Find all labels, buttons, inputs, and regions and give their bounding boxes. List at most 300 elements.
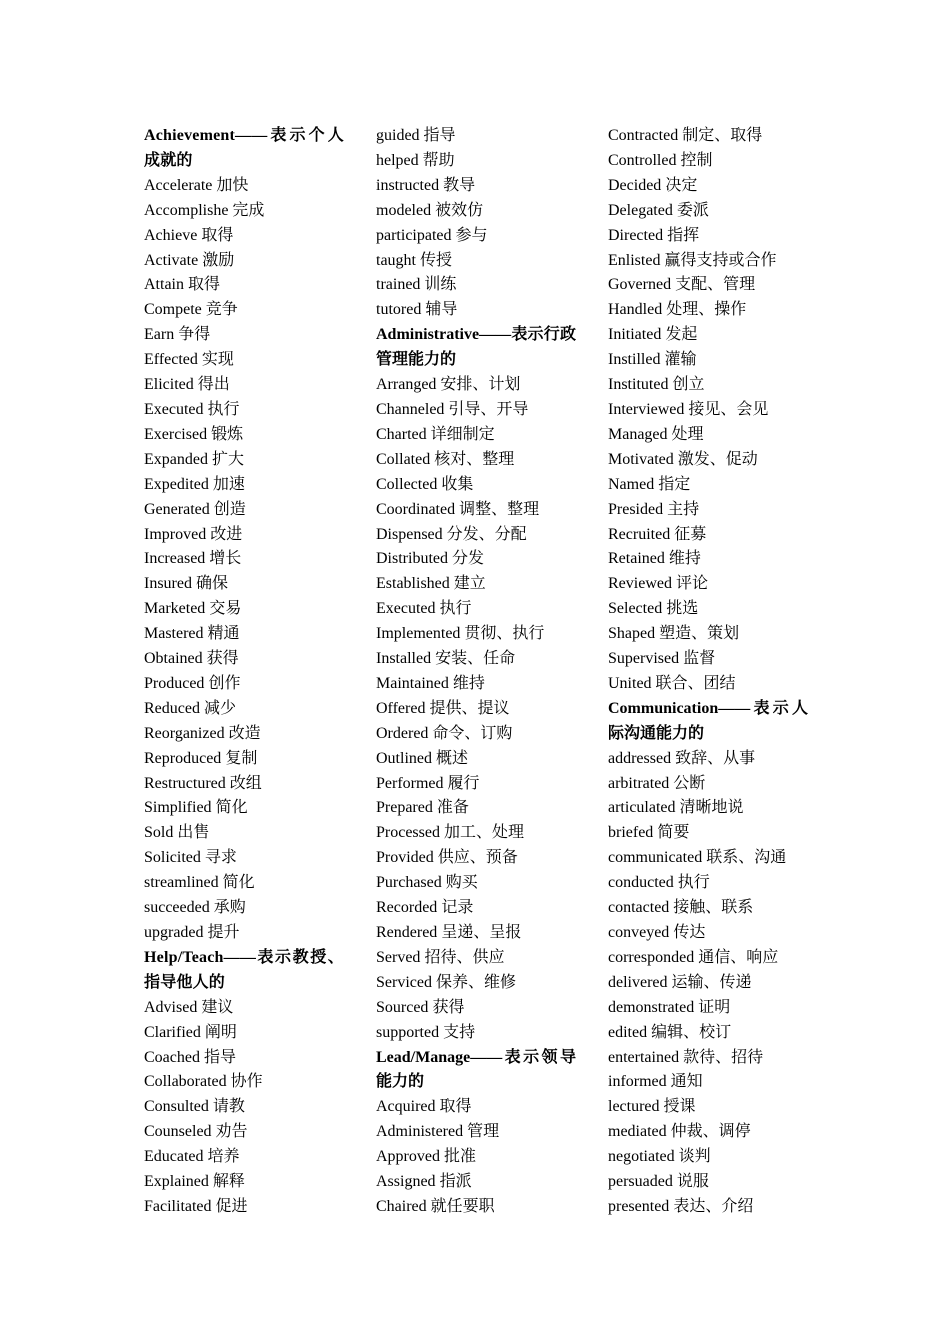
vocab-translation: 确保 bbox=[195, 575, 228, 593]
vocab-translation: 批准 bbox=[443, 1148, 476, 1166]
vocab-translation: 保养、维修 bbox=[435, 973, 516, 991]
vocab-entry bbox=[144, 747, 366, 772]
section-heading-en: Communication—— bbox=[608, 699, 751, 717]
vocab-entry bbox=[376, 1120, 581, 1145]
vocab-translation: 改进 bbox=[210, 525, 243, 543]
vocab-entry bbox=[376, 896, 581, 921]
vocab-entry bbox=[376, 473, 581, 498]
vocab-translation: 解释 bbox=[212, 1173, 245, 1191]
vocab-translation: 实现 bbox=[201, 351, 234, 369]
vocab-word: Marketed bbox=[144, 600, 206, 618]
vocab-translation: 取得 bbox=[439, 1098, 472, 1116]
section-heading-zh: 表示个人成就的 bbox=[144, 127, 344, 169]
vocab-entry bbox=[608, 224, 813, 249]
vocab-translation: 供应、预备 bbox=[437, 849, 518, 867]
vocab-entry bbox=[608, 1120, 813, 1145]
vocab-translation: 赢得支持或合作 bbox=[664, 251, 777, 269]
vocab-translation: 加工、处理 bbox=[443, 824, 524, 842]
vocab-word: instructed bbox=[376, 176, 440, 194]
vocab-translation: 履行 bbox=[447, 774, 480, 792]
vocab-entry bbox=[608, 473, 813, 498]
vocab-word: Coached bbox=[144, 1048, 200, 1066]
vocab-entry bbox=[376, 149, 581, 174]
vocab-word: Coordinated bbox=[376, 500, 456, 518]
vocab-translation: 主持 bbox=[667, 500, 700, 518]
vocab-word: Controlled bbox=[608, 151, 677, 169]
vocab-word: Collaborated bbox=[144, 1073, 227, 1091]
vocab-entry bbox=[608, 871, 813, 896]
vocab-entry bbox=[144, 722, 366, 747]
vocab-translation: 简化 bbox=[222, 874, 255, 892]
vocab-word: Executed bbox=[144, 400, 204, 418]
vocab-entry bbox=[608, 398, 813, 423]
vocab-word: Reorganized bbox=[144, 724, 225, 742]
vocab-word: Instilled bbox=[608, 351, 661, 369]
vocab-entry bbox=[608, 273, 813, 298]
vocab-entry bbox=[376, 871, 581, 896]
vocab-entry bbox=[608, 622, 813, 647]
vocab-translation: 得出 bbox=[197, 376, 230, 394]
vocab-entry bbox=[608, 149, 813, 174]
vocab-word: Administered bbox=[376, 1123, 464, 1141]
vocab-translation: 详细制定 bbox=[430, 425, 495, 443]
vocab-translation: 公断 bbox=[673, 774, 706, 792]
vocab-entry bbox=[376, 523, 581, 548]
vocab-translation: 发起 bbox=[665, 326, 698, 344]
vocab-word: Shaped bbox=[608, 625, 656, 643]
section-heading bbox=[376, 1046, 576, 1096]
vocab-entry bbox=[376, 796, 581, 821]
vocab-translation: 参与 bbox=[455, 226, 488, 244]
vocab-entry bbox=[608, 821, 813, 846]
vocab-entry bbox=[376, 572, 581, 597]
vocab-entry bbox=[376, 672, 581, 697]
vocab-translation: 接见、会见 bbox=[688, 400, 769, 418]
vocab-word: Simplified bbox=[144, 799, 212, 817]
vocab-entry bbox=[144, 996, 366, 1021]
vocab-word: Obtained bbox=[144, 650, 203, 668]
vocab-entry bbox=[376, 946, 581, 971]
vocab-translation: 劝告 bbox=[215, 1123, 248, 1141]
vocab-entry bbox=[608, 971, 813, 996]
vocab-entry bbox=[144, 273, 366, 298]
vocab-translation: 维持 bbox=[668, 550, 701, 568]
vocab-entry bbox=[608, 174, 813, 199]
vocab-translation: 招待、供应 bbox=[424, 948, 505, 966]
vocab-translation: 复制 bbox=[225, 749, 258, 767]
vocab-entry bbox=[376, 697, 581, 722]
vocab-word: Outlined bbox=[376, 749, 432, 767]
vocab-word: Enlisted bbox=[608, 251, 661, 269]
vocab-word: lectured bbox=[608, 1098, 660, 1116]
vocab-entry bbox=[144, 448, 366, 473]
vocab-translation: 教导 bbox=[443, 176, 476, 194]
vocab-translation: 准备 bbox=[436, 799, 469, 817]
vocab-entry bbox=[144, 1195, 366, 1220]
vocab-translation: 表达、介绍 bbox=[673, 1197, 754, 1215]
vocab-word: informed bbox=[608, 1073, 667, 1091]
vocab-entry bbox=[144, 1170, 366, 1195]
vocab-word: Activate bbox=[144, 251, 199, 269]
vocab-word: Named bbox=[608, 475, 655, 493]
vocab-word: conducted bbox=[608, 874, 674, 892]
vocab-translation: 灌输 bbox=[664, 351, 697, 369]
vocab-translation: 支配、管理 bbox=[675, 276, 756, 294]
vocab-entry bbox=[608, 298, 813, 323]
section-heading bbox=[144, 946, 344, 996]
vocab-entry bbox=[144, 373, 366, 398]
vocab-entry bbox=[608, 647, 813, 672]
vocab-translation: 传授 bbox=[420, 251, 453, 269]
vocab-word: edited bbox=[608, 1023, 648, 1041]
vocab-word: Expedited bbox=[144, 475, 209, 493]
vocab-entry bbox=[376, 224, 581, 249]
vocab-translation: 引导、开导 bbox=[448, 400, 529, 418]
vocab-word: mediated bbox=[608, 1123, 667, 1141]
vocab-word: Assigned bbox=[376, 1173, 436, 1191]
vocab-translation: 仲裁、调停 bbox=[670, 1123, 751, 1141]
vocab-entry bbox=[144, 249, 366, 274]
vocab-word: Accelerate bbox=[144, 176, 213, 194]
section-heading bbox=[144, 124, 344, 174]
vocab-translation: 扩大 bbox=[211, 450, 244, 468]
vocab-entry bbox=[144, 821, 366, 846]
vocab-entry bbox=[376, 921, 581, 946]
vocab-word: Offered bbox=[376, 699, 426, 717]
vocab-entry bbox=[608, 1095, 813, 1120]
vocab-word: Dispensed bbox=[376, 525, 443, 543]
vocab-translation: 购买 bbox=[445, 874, 478, 892]
vocab-translation: 取得 bbox=[188, 276, 221, 294]
vocab-word: Delegated bbox=[608, 201, 673, 219]
vocab-translation: 加快 bbox=[216, 176, 249, 194]
vocab-entry bbox=[144, 323, 366, 348]
vocab-word: Managed bbox=[608, 425, 668, 443]
vocab-entry bbox=[376, 273, 581, 298]
vocab-entry bbox=[144, 224, 366, 249]
vocab-word: Implemented bbox=[376, 625, 461, 643]
vocab-translation: 呈递、呈报 bbox=[441, 924, 522, 941]
vocab-entry bbox=[376, 199, 581, 224]
vocab-entry bbox=[144, 672, 366, 697]
vocab-translation: 加速 bbox=[212, 475, 245, 493]
vocab-translation: 精通 bbox=[207, 625, 240, 643]
vocab-translation: 获得 bbox=[432, 998, 465, 1016]
section-heading-en: Lead/Manage—— bbox=[376, 1048, 503, 1066]
vocab-entry bbox=[376, 373, 581, 398]
vocab-translation: 训练 bbox=[424, 276, 457, 294]
vocab-entry bbox=[608, 448, 813, 473]
vocab-word: Contracted bbox=[608, 127, 679, 144]
vocab-entry bbox=[608, 572, 813, 597]
vocab-word: Exercised bbox=[144, 425, 208, 443]
vocab-word: Retained bbox=[608, 550, 665, 568]
vocab-entry bbox=[608, 921, 813, 946]
vocab-entry bbox=[608, 747, 813, 772]
vocab-word: Interviewed bbox=[608, 400, 685, 418]
vocab-word: Restructured bbox=[144, 774, 226, 792]
vocab-translation: 培养 bbox=[207, 1148, 240, 1166]
vocab-entry bbox=[608, 772, 813, 797]
vocab-translation: 创作 bbox=[208, 674, 241, 692]
vocab-entry bbox=[608, 348, 813, 373]
vocab-word: succeeded bbox=[144, 899, 210, 917]
vocab-entry bbox=[144, 1120, 366, 1145]
vocab-translation: 收集 bbox=[441, 475, 474, 493]
vocab-entry bbox=[376, 821, 581, 846]
vocab-word: Arranged bbox=[376, 376, 437, 394]
vocab-translation: 完成 bbox=[232, 201, 265, 219]
vocab-entry bbox=[376, 597, 581, 622]
vocab-word: United bbox=[608, 674, 652, 692]
vocab-translation: 概述 bbox=[436, 749, 469, 767]
vocab-word: Attain bbox=[144, 276, 184, 294]
vocab-word: Collated bbox=[376, 450, 431, 468]
vocab-word: Increased bbox=[144, 550, 206, 568]
vocab-word: participated bbox=[376, 226, 452, 244]
vocab-entry bbox=[144, 572, 366, 597]
vocab-translation: 指挥 bbox=[667, 226, 700, 244]
vocab-translation: 执行 bbox=[207, 400, 240, 418]
vocab-word: Clarified bbox=[144, 1023, 201, 1041]
vocab-word: upgraded bbox=[144, 924, 204, 941]
vocab-translation: 分发、分配 bbox=[446, 525, 527, 543]
vocab-translation: 通信、响应 bbox=[698, 948, 779, 966]
vocab-word: Maintained bbox=[376, 674, 449, 692]
vocab-translation: 寻求 bbox=[204, 849, 237, 867]
vocab-translation: 建立 bbox=[453, 575, 486, 593]
vocab-translation: 创造 bbox=[213, 500, 246, 518]
vocab-entry bbox=[608, 373, 813, 398]
vocab-translation: 争得 bbox=[178, 326, 211, 344]
vocab-entry bbox=[144, 348, 366, 373]
vocab-translation: 帮助 bbox=[422, 151, 455, 169]
vocab-entry bbox=[376, 1145, 581, 1170]
vocab-entry bbox=[608, 946, 813, 971]
vocab-word: Rendered bbox=[376, 924, 438, 941]
vocab-word: Insured bbox=[144, 575, 192, 593]
vocab-translation: 处理、操作 bbox=[666, 301, 747, 319]
section-heading-zh: 表示教授、指导他人的 bbox=[144, 948, 344, 991]
vocab-entry bbox=[144, 796, 366, 821]
vocab-entry bbox=[376, 1021, 581, 1046]
vocab-word: taught bbox=[376, 251, 416, 269]
vocab-entry bbox=[376, 398, 581, 423]
vocab-translation: 指定 bbox=[658, 475, 691, 493]
vocab-entry bbox=[144, 697, 366, 722]
vocab-word: articulated bbox=[608, 799, 676, 817]
vocab-word: Charted bbox=[376, 425, 427, 443]
vocab-entry bbox=[144, 1145, 366, 1170]
vocab-word: Recorded bbox=[376, 899, 438, 917]
vocab-translation: 贯彻、执行 bbox=[464, 625, 545, 643]
vocab-translation: 锻炼 bbox=[211, 425, 244, 443]
vocab-entry bbox=[376, 498, 581, 523]
vocab-word: Approved bbox=[376, 1148, 440, 1166]
vocab-entry bbox=[144, 174, 366, 199]
vocab-translation: 证明 bbox=[698, 998, 731, 1016]
vocab-translation: 被效仿 bbox=[435, 201, 484, 219]
vocab-entry bbox=[376, 996, 581, 1021]
vocab-translation: 分发 bbox=[452, 550, 485, 568]
section-heading-en: Administrative—— bbox=[376, 326, 512, 344]
section-heading-en: Help/Teach—— bbox=[144, 948, 257, 966]
vocab-word: Produced bbox=[144, 674, 205, 692]
vocab-translation: 接触、联系 bbox=[673, 899, 754, 917]
vocab-entry bbox=[144, 199, 366, 224]
vocab-word: communicated bbox=[608, 849, 703, 867]
vocab-word: Ordered bbox=[376, 724, 429, 742]
vocab-word: modeled bbox=[376, 201, 432, 219]
vocab-entry bbox=[144, 921, 366, 946]
vocab-word: Motivated bbox=[608, 450, 674, 468]
vocab-word: Educated bbox=[144, 1148, 204, 1166]
vocab-word: Expanded bbox=[144, 450, 208, 468]
vocab-translation: 激励 bbox=[202, 251, 235, 269]
vocab-translation: 说服 bbox=[676, 1173, 709, 1191]
vocab-entry bbox=[608, 896, 813, 921]
vocab-translation: 指导 bbox=[423, 127, 456, 144]
vocab-word: Elicited bbox=[144, 376, 194, 394]
vocab-translation: 支持 bbox=[443, 1023, 476, 1041]
vocab-translation: 清晰地说 bbox=[679, 799, 744, 817]
vocab-word: Acquired bbox=[376, 1098, 436, 1116]
vocab-word: Handled bbox=[608, 301, 663, 319]
vocab-translation: 执行 bbox=[439, 600, 472, 618]
section-heading-en: Achievement—— bbox=[144, 127, 268, 144]
vocab-translation: 命令、订购 bbox=[432, 724, 513, 742]
vocab-entry bbox=[376, 647, 581, 672]
vocab-entry bbox=[608, 423, 813, 448]
vocab-word: Collected bbox=[376, 475, 438, 493]
vocab-entry bbox=[376, 622, 581, 647]
vocab-word: demonstrated bbox=[608, 998, 695, 1016]
vocab-translation: 制定、取得 bbox=[682, 127, 763, 144]
vocab-translation: 创立 bbox=[672, 376, 705, 394]
vocab-word: Directed bbox=[608, 226, 664, 244]
vocab-translation: 改造 bbox=[228, 724, 261, 742]
vocab-word: Compete bbox=[144, 301, 202, 319]
vocab-word: contacted bbox=[608, 899, 670, 917]
vocab-entry bbox=[376, 722, 581, 747]
word-column-1 bbox=[144, 124, 366, 1220]
vocab-entry bbox=[376, 423, 581, 448]
vocab-entry bbox=[376, 174, 581, 199]
vocab-translation: 监督 bbox=[683, 650, 716, 668]
vocab-word: Serviced bbox=[376, 973, 432, 991]
vocab-entry bbox=[608, 523, 813, 548]
vocab-translation: 指派 bbox=[439, 1173, 472, 1191]
vocab-entry bbox=[376, 547, 581, 572]
vocab-entry bbox=[144, 1046, 366, 1071]
vocab-entry bbox=[608, 199, 813, 224]
vocab-entry bbox=[608, 1021, 813, 1046]
vocab-entry bbox=[376, 747, 581, 772]
vocab-translation: 承购 bbox=[213, 899, 246, 917]
vocab-entry bbox=[144, 473, 366, 498]
vocab-word: Reviewed bbox=[608, 575, 672, 593]
section-heading-zh: 表示行政管理能力的 bbox=[376, 326, 576, 369]
vocab-entry bbox=[376, 1195, 581, 1220]
vocab-translation: 减少 bbox=[203, 699, 236, 717]
vocab-entry bbox=[144, 622, 366, 647]
vocab-translation: 致辞、从事 bbox=[675, 749, 756, 767]
vocab-word: Decided bbox=[608, 176, 662, 194]
vocab-word: conveyed bbox=[608, 924, 670, 941]
vocab-entry bbox=[144, 523, 366, 548]
vocab-translation: 执行 bbox=[677, 874, 710, 892]
vocab-translation: 谈判 bbox=[678, 1148, 711, 1166]
vocab-entry bbox=[376, 772, 581, 797]
vocab-translation: 安装、任命 bbox=[435, 650, 516, 668]
vocab-word: Reduced bbox=[144, 699, 200, 717]
vocab-word: Mastered bbox=[144, 625, 204, 643]
vocab-translation: 联合、团结 bbox=[655, 674, 736, 692]
vocab-translation: 记录 bbox=[441, 899, 474, 917]
vocab-entry bbox=[376, 1170, 581, 1195]
vocab-translation: 款待、招待 bbox=[683, 1048, 764, 1066]
vocab-translation: 简要 bbox=[657, 824, 690, 842]
vocab-translation: 调整、整理 bbox=[459, 500, 540, 518]
section-heading-zh: 表示领导能力的 bbox=[376, 1048, 576, 1091]
vocab-entry bbox=[144, 772, 366, 797]
vocab-translation: 简化 bbox=[215, 799, 248, 817]
vocab-entry bbox=[144, 846, 366, 871]
word-column-3 bbox=[608, 124, 813, 1220]
vocab-entry bbox=[376, 846, 581, 871]
vocab-word: guided bbox=[376, 127, 420, 144]
vocab-entry bbox=[376, 298, 581, 323]
vocab-translation: 协作 bbox=[230, 1073, 263, 1091]
vocab-entry bbox=[608, 249, 813, 274]
vocab-word: Governed bbox=[608, 276, 672, 294]
vocab-entry bbox=[608, 498, 813, 523]
vocab-entry bbox=[144, 547, 366, 572]
section-heading-zh: 表示人际沟通能力的 bbox=[608, 699, 808, 742]
vocab-word: delivered bbox=[608, 973, 668, 991]
vocab-word: trained bbox=[376, 276, 421, 294]
vocab-translation: 控制 bbox=[680, 151, 713, 169]
vocab-word: Recruited bbox=[608, 525, 671, 543]
vocab-word: Accomplishe bbox=[144, 201, 229, 219]
vocab-translation: 传达 bbox=[673, 924, 706, 941]
vocab-word: Instituted bbox=[608, 376, 669, 394]
vocab-translation: 提供、提议 bbox=[429, 699, 510, 717]
vocab-word: Earn bbox=[144, 326, 175, 344]
vocab-translation: 改组 bbox=[229, 774, 262, 792]
vocab-entry bbox=[608, 846, 813, 871]
vocab-word: Executed bbox=[376, 600, 436, 618]
vocab-translation: 征募 bbox=[674, 525, 707, 543]
vocab-entry bbox=[144, 597, 366, 622]
vocab-translation: 辅导 bbox=[425, 301, 458, 319]
vocab-word: addressed bbox=[608, 749, 672, 767]
vocab-word: Reproduced bbox=[144, 749, 222, 767]
vocab-word: Processed bbox=[376, 824, 440, 842]
vocab-entry bbox=[376, 448, 581, 473]
vocab-translation: 建议 bbox=[201, 998, 234, 1016]
vocab-word: Performed bbox=[376, 774, 444, 792]
vocab-translation: 塑造、策划 bbox=[659, 625, 740, 643]
vocab-entry bbox=[608, 1046, 813, 1071]
vocab-entry bbox=[144, 647, 366, 672]
vocab-translation: 取得 bbox=[201, 226, 234, 244]
vocab-translation: 处理 bbox=[671, 425, 704, 443]
vocab-translation: 运输、传递 bbox=[671, 973, 752, 991]
vocab-entry bbox=[144, 398, 366, 423]
vocab-word: presented bbox=[608, 1197, 670, 1215]
vocab-translation: 挑选 bbox=[666, 600, 699, 618]
